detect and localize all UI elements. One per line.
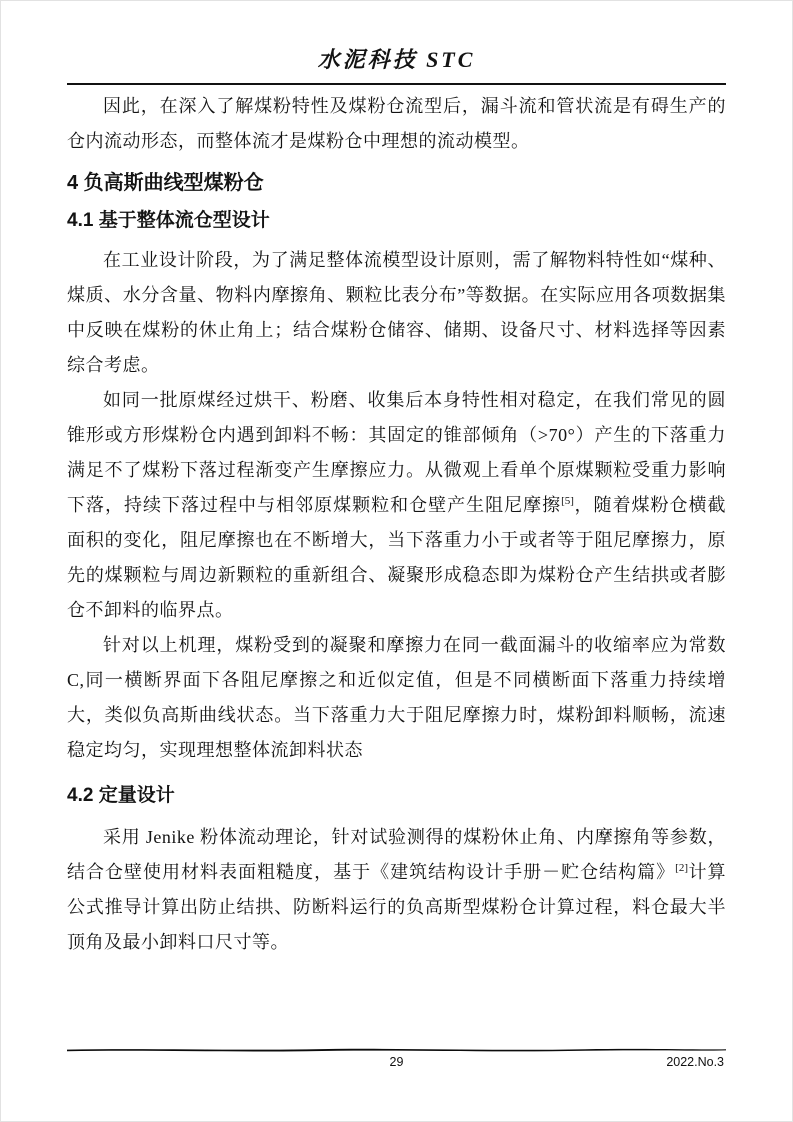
paragraph-4-1-b <box>67 383 726 628</box>
citation-5: [5] <box>561 495 574 507</box>
paragraph-4-1-b-continued: ，随着煤粉仓横截面积的变化，阻尼摩擦也在不断增大，当下落重力小于或者等于阻尼摩擦力，原先的煤颗粒与周边新颗粒的重新组合、凝聚形成稳态即为煤粉仓产生结拱或者膨仓不卸料的临界点。 <box>67 495 727 620</box>
body-text <box>67 89 726 960</box>
paragraph-4-1-b-text: 如同一批原煤经过烘干、粉磨、收集后本身特性相对稳定，在我们常见的圆锥形或方形煤粉仓内遇到卸料不畅：其固定的锥部倾角（>70°）产生的下落重力满足不了煤粉下落过程渐变产生摩擦应力。从微观上看单个原煤颗粒受重力影响下落，持续下落过程中与相邻原煤颗粒和仓壁产生阻尼摩擦 <box>67 390 726 515</box>
footer-rule <box>67 1045 726 1055</box>
page-number: 29 <box>389 1055 404 1069</box>
section-heading-4-2: 4.2 定量设计 <box>67 785 175 806</box>
paragraph-4-2-text: 采用 Jenike 粉体流动理论，针对试验测得的煤粉休止角、内摩擦角等参数，结合仓壁使用材料表面粗糙度，基于《建筑结构设计手册－贮仓结构篇》 <box>67 827 726 882</box>
footer-row <box>67 1055 726 1073</box>
citation-2: [2] <box>675 862 688 874</box>
journal-title: 水泥科技 STC <box>317 47 476 72</box>
paragraph-4-1-a: 在工业设计阶段，为了满足整体流模型设计原则，需了解物料特性如“煤种、煤质、水分含量、物料内摩擦角、颗粒比表分布”等数据。在实际应用各项数据集中反映在煤粉的休止角上；结合煤粉仓储容、储期、设备尺寸、材料选择等因素综合考虑。 <box>67 250 726 375</box>
page-content <box>67 1 726 960</box>
paragraph-4-2-continued: 计算公式推导计算出防止结拱、防断料运行的负高斯型煤粉仓计算过程，料仓最大半顶角及最小卸料口尺寸等。 <box>67 862 727 952</box>
page-footer <box>67 1045 726 1073</box>
section-heading-4-1: 4.1 基于整体流仓型设计 <box>67 210 270 231</box>
paragraph-4-1-c: 针对以上机理，煤粉受到的凝聚和摩擦力在同一截面漏斗的收缩率应为常数C,同一横断界面下各阻尼摩擦之和近似定值，但是不同横断面下落重力持续增大，类似负高斯曲线状态。当下落重力大于阻尼摩擦力时，煤粉卸料顺畅，流速稳定均匀，实现理想整体流卸料状态 <box>67 635 726 760</box>
paragraph-4-2 <box>67 820 726 960</box>
header-rule <box>67 83 726 85</box>
section-heading-4: 4 负高斯曲线型煤粉仓 <box>67 172 264 194</box>
issue-label: 2022.No.3 <box>666 1055 724 1069</box>
paragraph-intro: 因此，在深入了解煤粉特性及煤粉仓流型后，漏斗流和管状流是有碍生产的仓内流动形态，而整体流才是煤粉仓中理想的流动模型。 <box>67 96 726 151</box>
